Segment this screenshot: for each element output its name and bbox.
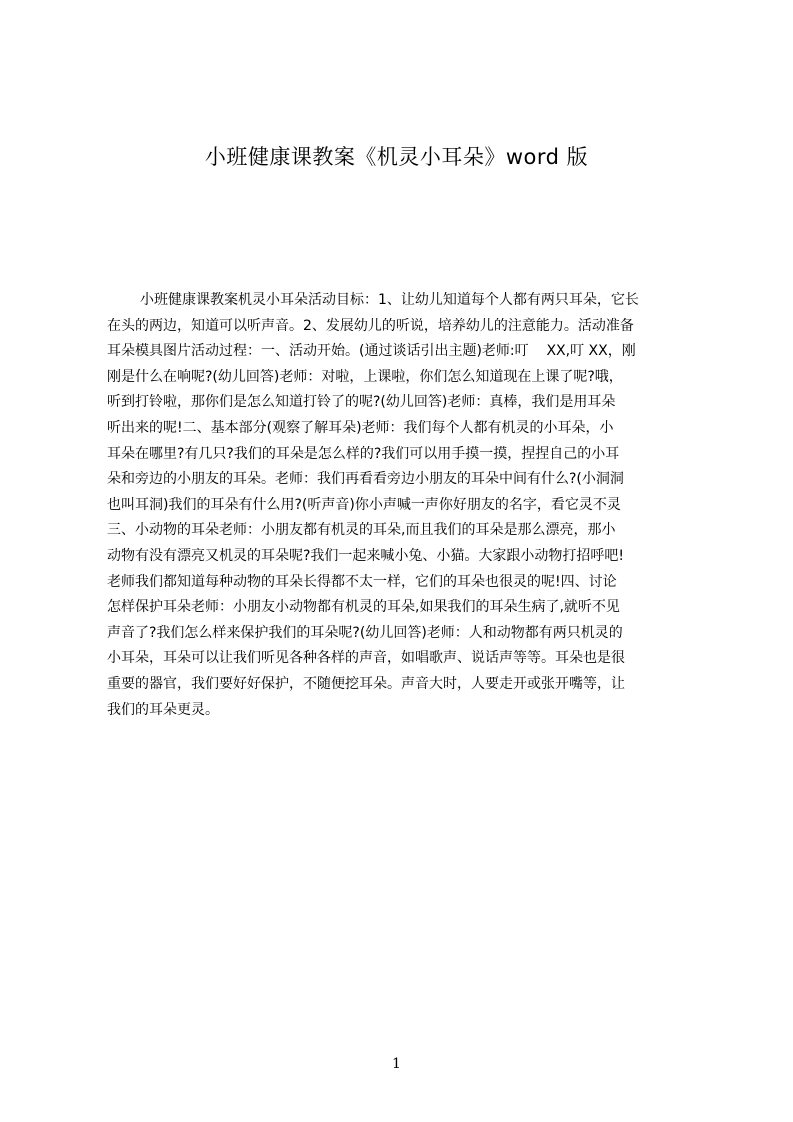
body-line: 耳朵在哪里?有几只?我们的耳朵是怎么样的?我们可以用手摸一摸，捏捏自己的小耳	[107, 445, 620, 462]
body-line: 在头的两边，知道可以听声音。2、发展幼儿的听说，培养幼儿的注意能力。活动准备	[107, 317, 634, 334]
body-line: 动物有没有漂亮又机灵的耳朵呢?我们一起来喊小兔、小猫。大家跟小动物打招呼吧!	[107, 547, 625, 564]
body-line: 听到打铃啦，那你们是怎么知道打铃了的呢?(幼儿回答)老师：真棒，我们是用耳朵	[107, 394, 616, 411]
document-body	[107, 288, 697, 723]
body-line: 我们的耳朵更灵。	[107, 701, 219, 718]
body-line: 声音了?我们怎么样来保护我们的耳朵呢?(幼儿回答)老师：人和动物都有两只机灵的	[107, 624, 623, 641]
body-line: 怎样保护耳朵老师：小朋友小动物都有机灵的耳朵,如果我们的耳朵生病了,就听不见	[107, 599, 620, 616]
page-number: 1	[392, 1056, 401, 1072]
body-line: 小班健康课教案机灵小耳朵活动目标：1、让幼儿知道每个人都有两只耳朵，它长	[140, 292, 639, 308]
body-line: 耳朵模具图片活动过程：一、活动开始。(通过谈话引出主题)老师:叮 XX,叮 XX，刚	[107, 343, 636, 360]
body-line: 刚是什么在响呢?(幼儿回答)老师：对啦，上课啦，你们怎么知道现在上课了呢?哦，	[107, 368, 623, 385]
body-line: 老师我们都知道每种动物的耳朵长得都不太一样，它们的耳朵也很灵的呢!四、讨论	[107, 573, 617, 590]
body-line: 听出来的呢!二、基本部分(观察了解耳朵)老师：我们每个人都有机灵的小耳朵，小	[107, 419, 614, 436]
body-line: 重要的器官，我们要好好保护，不随便挖耳朵。声音大时，人要走开或张开嘴等，让	[107, 675, 625, 692]
body-line: 也叫耳洞)我们的耳朵有什么用?(听声音)你小声喊一声你好朋友的名字，看它灵不灵	[107, 496, 621, 513]
body-line: 小耳朵，耳朵可以让我们听见各种各样的声音，如唱歌声、说话声等等。耳朵也是很	[107, 650, 625, 667]
document-title: 小班健康课教案《机灵小耳朵》word 版	[204, 145, 589, 169]
body-line: 朵和旁边的小朋友的耳朵。老师：我们再看看旁边小朋友的耳朵中间有什么?(小洞洞	[107, 471, 624, 488]
body-line: 三、小动物的耳朵老师：小朋友都有机灵的耳朵,而且我们的耳朵是那么漂亮，那小	[107, 522, 616, 539]
